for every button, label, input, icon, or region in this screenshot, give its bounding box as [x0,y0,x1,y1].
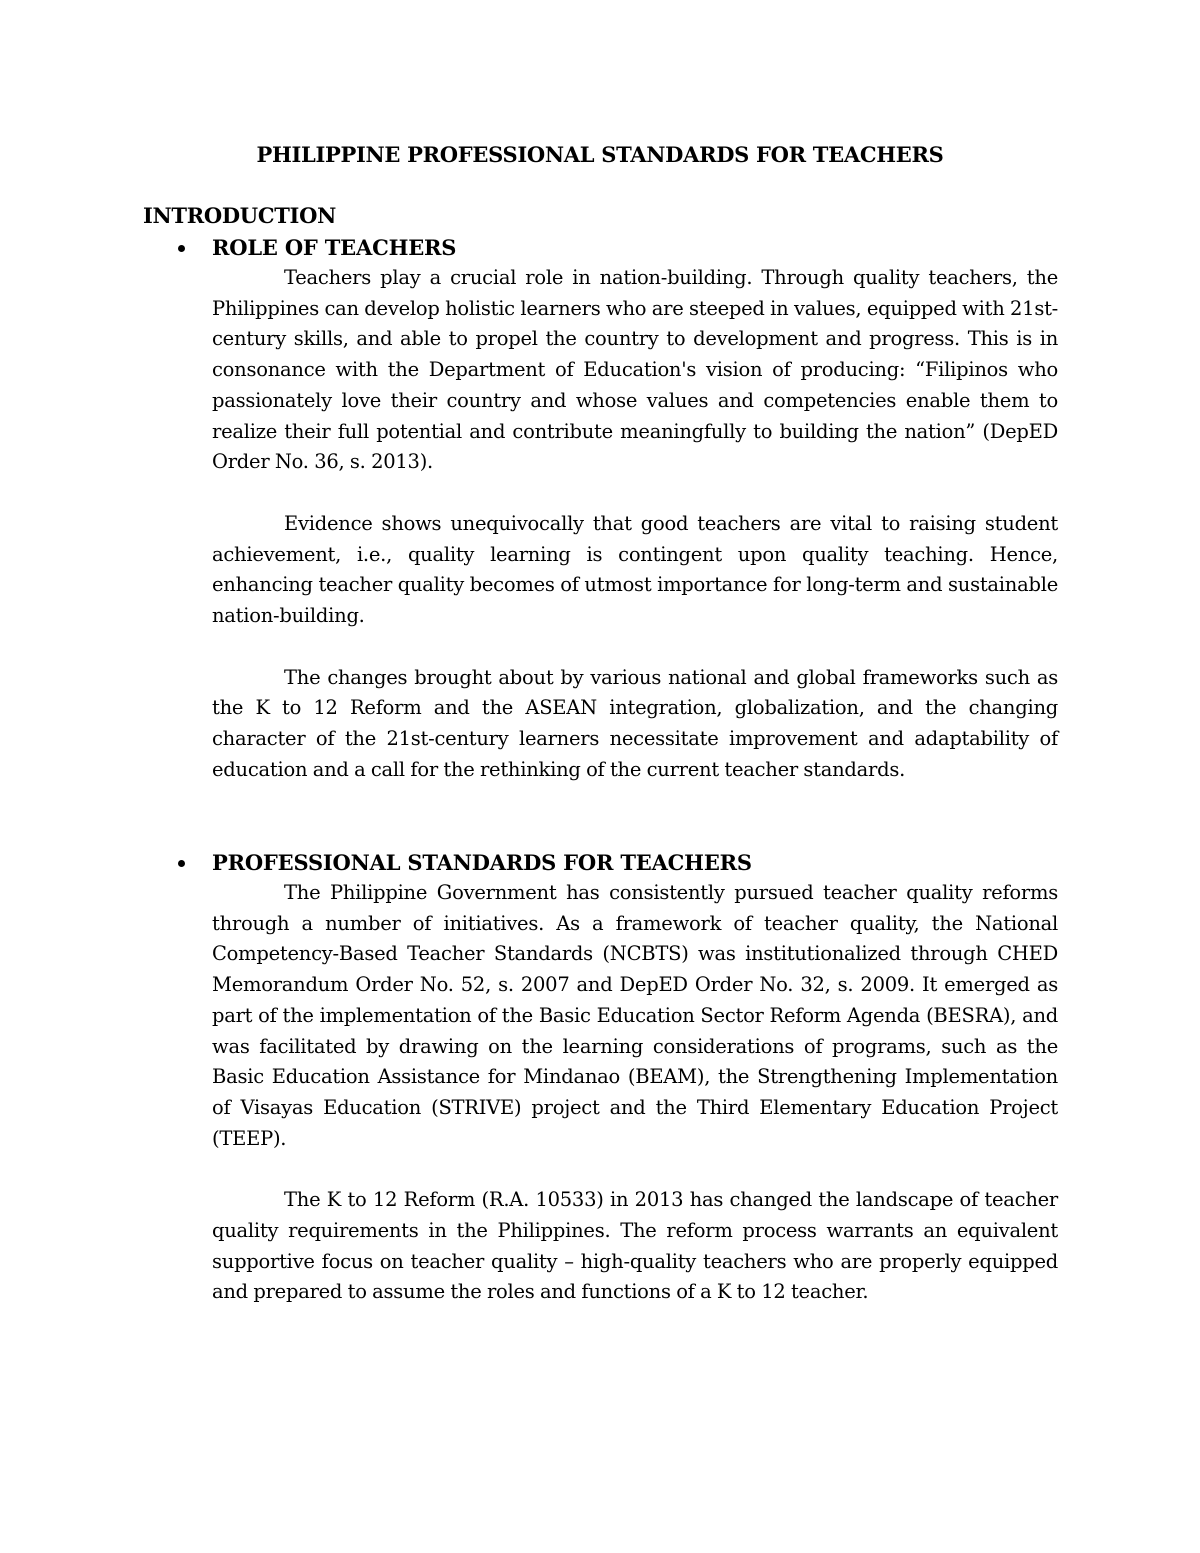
section-heading [143,232,1058,263]
section-professional-standards [143,847,1058,1308]
paragraph: Teachers play a crucial role in nation-building. Through quality teachers, the Philippines can develop holistic learners who are steeped in values, equipped with 21st-century skills, and able to propel the country to development and progress. This is in consonance with the Department of Education's vision of producing: “Filipinos who passionately love their country and whose values and competencies enable them to realize their full potential and contribute meaningfully to building the nation” (DepED Order No. 36, s. 2013). [212,266,1058,474]
paragraph: The K to 12 Reform (R.A. 10533) in 2013 has changed the landscape of teacher quality requirements in the Philippines. The reform process warrants an equivalent supportive focus on teacher quality – high-quality teachers who are properly equipped and prepared to assume the roles and functions of a K to 12 teacher. [212,1188,1058,1304]
paragraph: The Philippine Government has consistently pursued teacher quality reforms through a number of initiatives. As a framework of teacher quality, the National Competency-Based Teacher Standards (NCBTS) was institutionalized through CHED Memorandum Order No. 52, s. 2007 and DepED Order No. 32, s. 2009. It emerged as part of the implementation of the Basic Education Sector Reform Agenda (BESRA), and was facilitated by drawing on the learning considerations of programs, such as the Basic Education Assistance for Mindanao (BEAM), the Strengthening Implementation of Visayas Education (STRIVE) project and the Third Elementary Education Project (TEEP). [212,881,1058,1150]
bullet-icon [178,860,185,867]
section-heading-text: ROLE OF TEACHERS [212,235,457,260]
section-heading [143,847,1058,878]
paragraph: The changes brought about by various national and global frameworks such as the K to 12 Reform and the ASEAN integration, globalization, and the changing character of the 21st-century learners necessitate improvement and adaptability of education and a call for the rethinking of the current teacher standards. [212,665,1058,781]
section-heading-text: PROFESSIONAL STANDARDS FOR TEACHERS [212,850,752,875]
document-title: PHILIPPINE PROFESSIONAL STANDARDS FOR TEACHERS [256,142,944,167]
introduction-heading: INTRODUCTION [143,203,336,228]
bullet-icon [178,245,185,252]
paragraph: Evidence shows unequivocally that good teachers are vital to raising student achievement, i.e., quality learning is contingent upon quality teaching. Hence, enhancing teacher quality becomes of utmost importance for long-term and sustainable nation-building. [212,511,1058,628]
section-role-of-teachers [143,232,1058,786]
